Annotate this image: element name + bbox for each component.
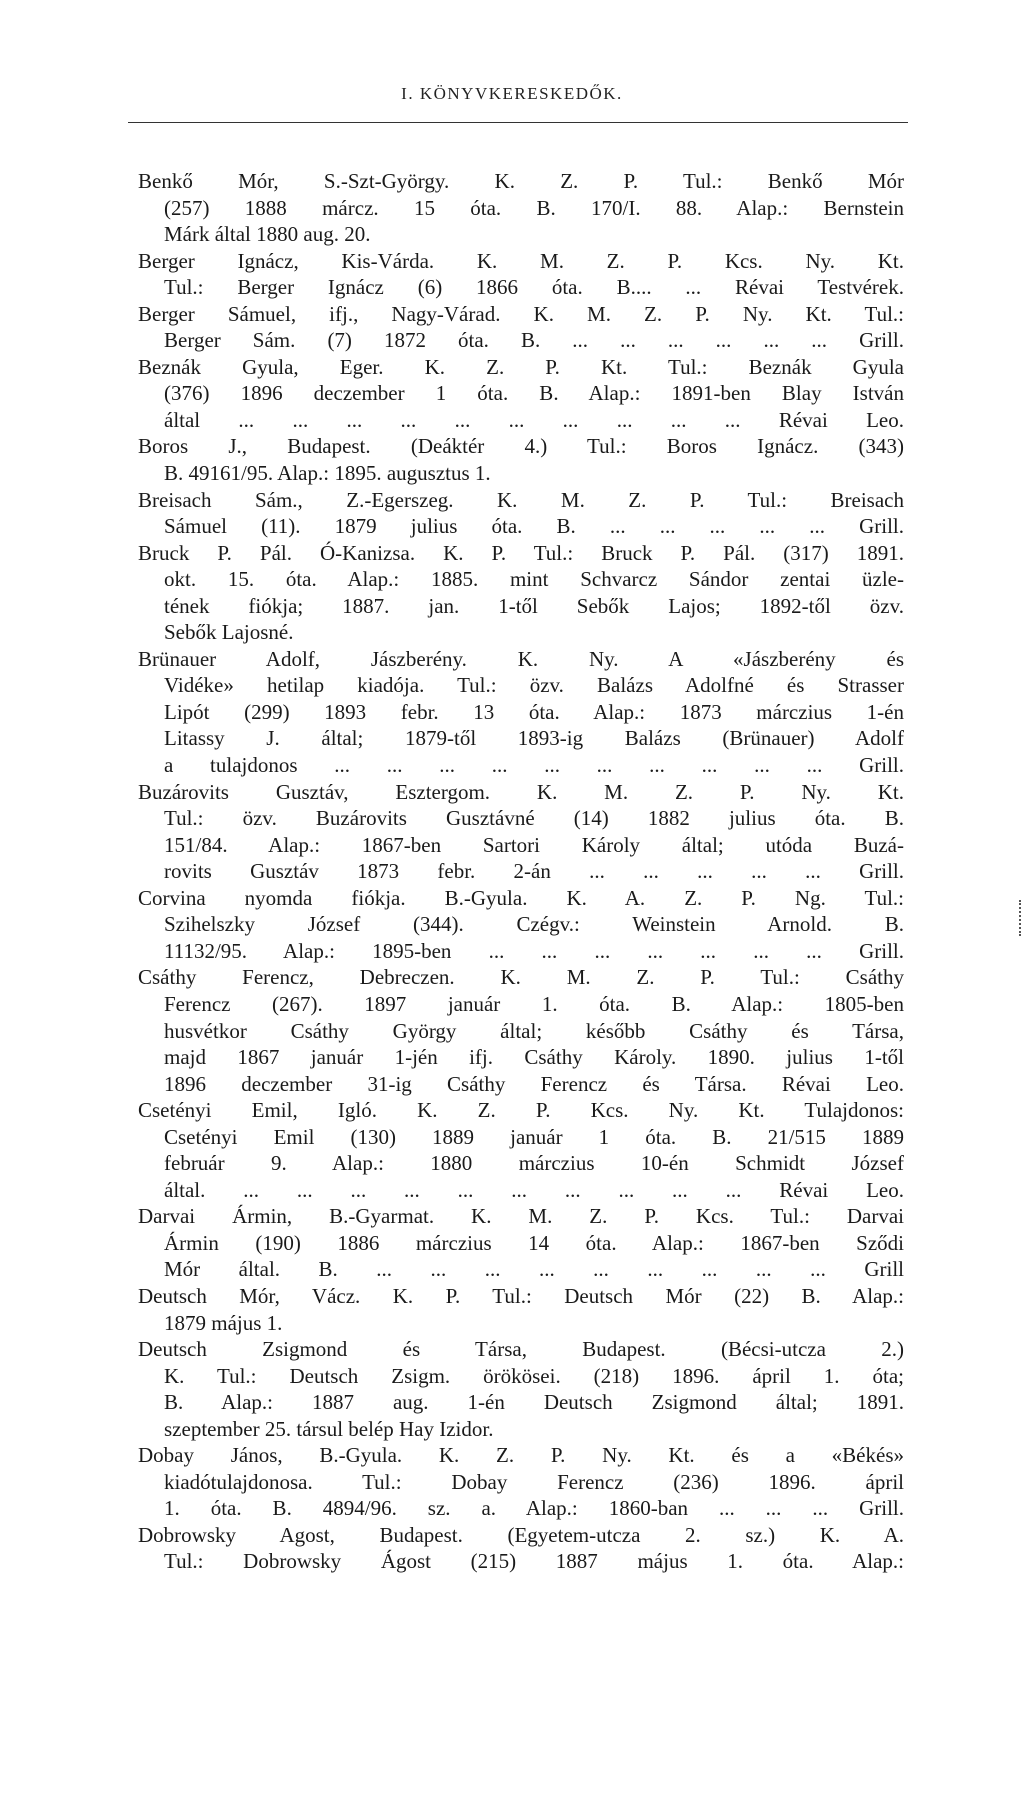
text-line: Darvai Ármin, B.-Gyarmat. K. M. Z. P. Kcs. Tul.: Darvai xyxy=(138,1204,904,1229)
text-line: Bruck P. Pál. Ó-Kanizsa. K. P. Tul.: Bruck P. Pál. (317) 1891. xyxy=(138,540,904,565)
text-line: Tul.: Berger Ignácz (6) 1866 óta. B.... ... Révai Testvérek. xyxy=(164,275,904,300)
text-line: a tulajdonos ... ... ... ... ... ... ... ... ... ... Grill. xyxy=(164,753,904,778)
text-line: Lipót (299) 1893 febr. 13 óta. Alap.: 1873 márczius 1-én xyxy=(164,699,904,724)
text-line: Mór által. B. ... ... ... ... ... ... ... ... ... Grill xyxy=(164,1257,904,1282)
text-line: 1. óta. B. 4894/96. sz. a. Alap.: 1860-ban ... ... ... Grill. xyxy=(164,1496,904,1521)
text-line: (257) 1888 márcz. 15 óta. B. 170/I. 88. Alap.: Bernstein xyxy=(164,195,904,220)
text-line: Csetényi Emil, Igló. K. Z. P. Kcs. Ny. Kt. Tulajdonos: xyxy=(138,1098,904,1123)
text-line: rovits Gusztáv 1873 febr. 2-án ... ... ... ... ... Grill. xyxy=(164,859,904,884)
text-line: B. 49161/95. Alap.: 1895. augusztus 1. xyxy=(164,461,491,486)
text-line: Berger Sámuel, ifj., Nagy-Várad. K. M. Z. P. Ny. Kt. Tul.: xyxy=(138,301,904,326)
text-line: Vidéke» hetilap kiadója. Tul.: özv. Balázs Adolfné és Strasser xyxy=(164,673,904,698)
text-line: Dobay János, B.-Gyula. K. Z. P. Ny. Kt. és a «Békés» xyxy=(138,1443,904,1468)
text-line: Breisach Sám., Z.-Egerszeg. K. M. Z. P. Tul.: Breisach xyxy=(138,487,904,512)
text-line: Ármin (190) 1886 márczius 14 óta. Alap.: 1867-ben Sződi xyxy=(164,1230,904,1255)
text-line: Litassy J. által; 1879-től 1893-ig Balázs (Brünauer) Adolf xyxy=(164,726,904,751)
text-line: Benkő Mór, S.-Szt-György. K. Z. P. Tul.: Benkő Mór xyxy=(138,169,904,193)
page-edge-mark xyxy=(1019,900,1024,936)
text-line: Beznák Gyula, Eger. K. Z. P. Kt. Tul.: Beznák Gyula xyxy=(138,354,904,379)
text-line: Szihelszky József (344). Czégv.: Weinstein Arnold. B. xyxy=(164,912,904,937)
text-line: Tul.: özv. Buzárovits Gusztávné (14) 1882 julius óta. B. xyxy=(164,806,904,831)
text-line: Boros J., Budapest. (Deáktér 4.) Tul.: Boros Ignácz. (343) xyxy=(138,434,904,459)
text-line: (376) 1896 deczember 1 óta. B. Alap.: 1891-ben Blay István xyxy=(164,381,904,406)
text-line: szeptember 25. társul belép Hay Izidor. xyxy=(164,1416,494,1441)
text-line: február 9. Alap.: 1880 márczius 10-én Schmidt József xyxy=(164,1151,904,1176)
text-line: 11132/95. Alap.: 1895-ben ... ... ... ... ... ... ... Grill. xyxy=(164,938,904,963)
text-line: B. Alap.: 1887 aug. 1-én Deutsch Zsigmond által; 1891. xyxy=(164,1390,904,1415)
text-line: Márk által 1880 aug. 20. xyxy=(164,222,371,247)
text-line: Brünauer Adolf, Jászberény. K. Ny. A «Jászberény és xyxy=(138,646,904,671)
text-line: Sebők Lajosné. xyxy=(164,620,294,645)
text-line: 1879 május 1. xyxy=(164,1310,283,1335)
text-line: majd 1867 január 1-jén ifj. Csáthy Károly. 1890. julius 1-től xyxy=(164,1045,904,1070)
text-line: K. Tul.: Deutsch Zsigm. örökösei. (218) 1896. ápril 1. óta; xyxy=(164,1363,904,1388)
header-rule xyxy=(128,122,908,123)
text-line: által. ... ... ... ... ... ... ... ... ... ... Révai Leo. xyxy=(164,1177,904,1202)
text-line: Berger Ignácz, Kis-Várda. K. M. Z. P. Kcs. Ny. Kt. xyxy=(138,248,904,273)
directory-text xyxy=(138,168,904,1575)
text-line: Deutsch Zsigmond és Társa, Budapest. (Bécsi-utcza 2.) xyxy=(138,1337,904,1362)
text-line: Tul.: Dobrowsky Ágost (215) 1887 május 1. óta. Alap.: xyxy=(164,1549,904,1574)
text-line: 1896 deczember 31-ig Csáthy Ferencz és Társa. Révai Leo. xyxy=(164,1071,904,1096)
text-line: Dobrowsky Agost, Budapest. (Egyetem-utcza 2. sz.) K. A. xyxy=(138,1522,904,1547)
text-line: husvétkor Csáthy György által; később Csáthy és Társa, xyxy=(164,1018,904,1043)
text-line: Berger Sám. (7) 1872 óta. B. ... ... ... ... ... ... Grill. xyxy=(164,328,904,353)
running-head: I. KÖNYVKERESKEDŐK. xyxy=(401,84,623,103)
text-line: tének fiókja; 1887. jan. 1-től Sebők Lajos; 1892-től özv. xyxy=(164,593,904,618)
text-line: Csetényi Emil (130) 1889 január 1 óta. B. 21/515 1889 xyxy=(164,1124,904,1149)
text-line: Ferencz (267). 1897 január 1. óta. B. Alap.: 1805-ben xyxy=(164,991,904,1016)
text-line: kiadótulajdonosa. Tul.: Dobay Ferencz (236) 1896. ápril xyxy=(164,1469,904,1494)
text-line: Sámuel (11). 1879 julius óta. B. ... ... ... ... ... Grill. xyxy=(164,514,904,539)
text-line: Corvina nyomda fiókja. B.-Gyula. K. A. Z. P. Ng. Tul.: xyxy=(138,885,904,910)
text-line: okt. 15. óta. Alap.: 1885. mint Schvarcz Sándor zentai üzle- xyxy=(164,567,904,592)
text-line: Csáthy Ferencz, Debreczen. K. M. Z. P. Tul.: Csáthy xyxy=(138,965,904,990)
text-line: 151/84. Alap.: 1867-ben Sartori Károly által; utóda Buzá- xyxy=(164,832,904,857)
text-line: Buzárovits Gusztáv, Esztergom. K. M. Z. P. Ny. Kt. xyxy=(138,779,904,804)
text-line: által ... ... ... ... ... ... ... ... ... ... Révai Leo. xyxy=(164,407,904,432)
text-line: Deutsch Mór, Vácz. K. P. Tul.: Deutsch Mór (22) B. Alap.: xyxy=(138,1283,904,1308)
